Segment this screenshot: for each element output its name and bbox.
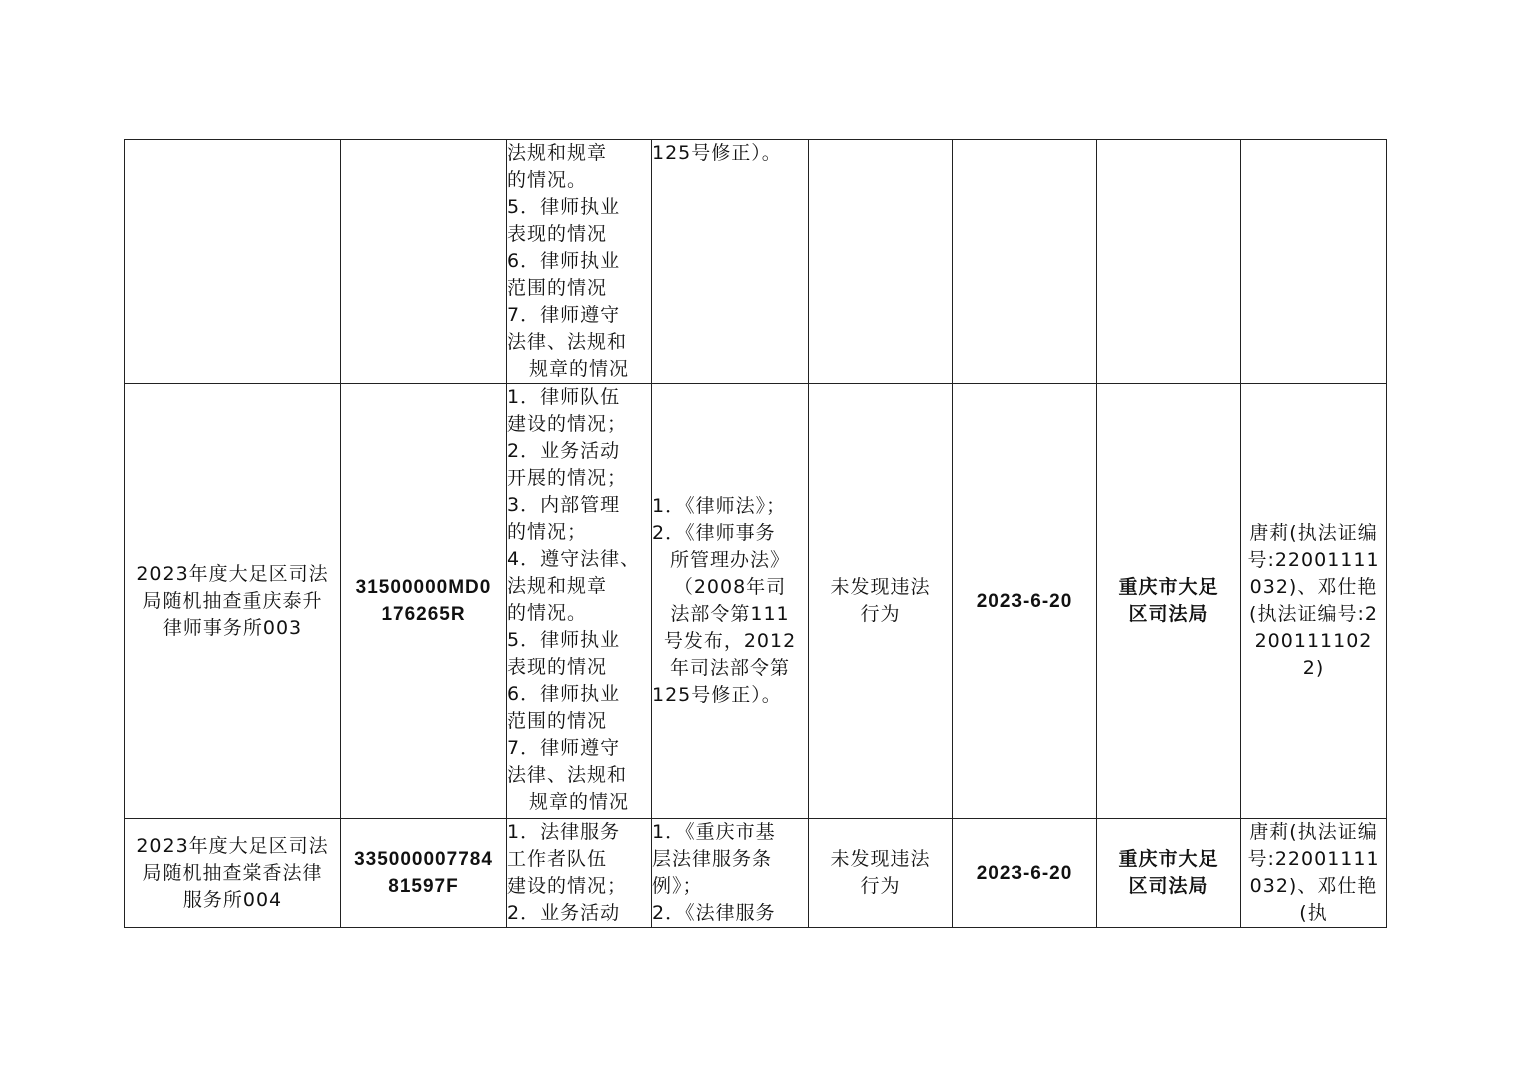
table-row xyxy=(125,819,1387,928)
credit-code-cell: 31500000MD0176265R xyxy=(341,384,507,819)
item-line: 规章的情况 xyxy=(528,791,629,813)
item-line: 建设的情况； xyxy=(507,413,628,435)
date-cell: 2023-6-20 xyxy=(953,384,1097,819)
basis-line: 年司法部令第 xyxy=(669,657,790,679)
inspection-items-cell xyxy=(507,140,652,384)
item-line: 的情况； xyxy=(507,521,588,543)
item-line: 范围的情况 xyxy=(507,710,608,732)
item-line: 7．律师遵守 xyxy=(507,304,621,326)
item-line: 法律、法规和 xyxy=(507,764,628,786)
basis-line: （2008年司 xyxy=(673,576,787,598)
item-line: 3．内部管理 xyxy=(507,494,621,516)
item-line: 5．律师执业 xyxy=(507,629,621,651)
basis-line: 号发布，2012 xyxy=(663,630,797,652)
item-line: 7．律师遵守 xyxy=(507,737,621,759)
task-name-cell xyxy=(125,140,341,384)
task-name-cell: 2023年度大足区司法局随机抽查棠香法律服务所004 xyxy=(125,819,341,928)
task-name-cell: 2023年度大足区司法局随机抽查重庆泰升律师事务所003 xyxy=(125,384,341,819)
item-line: 规章的情况 xyxy=(528,358,629,380)
table-row xyxy=(125,384,1387,819)
officers-cell xyxy=(1241,140,1387,384)
basis-line: 2．《法律服务 xyxy=(652,902,776,924)
legal-basis-cell xyxy=(652,819,809,928)
basis-line: 层法律服务条 xyxy=(652,848,773,870)
item-line: 表现的情况 xyxy=(507,223,608,245)
basis-line: 2．《律师事务 xyxy=(652,522,776,544)
result-cell: 未发现违法行为 xyxy=(809,819,953,928)
officers-cell: 唐莉(执法证编号:22001111032)、邓仕艳(执 xyxy=(1241,819,1387,928)
agency-cell xyxy=(1097,140,1241,384)
credit-code-cell xyxy=(341,140,507,384)
item-line: 法规和规章 xyxy=(507,142,608,164)
legal-basis-cell xyxy=(652,384,809,819)
item-line: 1．律师队伍 xyxy=(507,386,621,408)
agency-cell: 重庆市大足区司法局 xyxy=(1097,819,1241,928)
result-cell xyxy=(809,140,953,384)
item-line: 开展的情况； xyxy=(507,467,628,489)
inspection-table xyxy=(124,139,1387,928)
item-line: 2．业务活动 xyxy=(507,440,621,462)
item-line: 建设的情况； xyxy=(507,875,628,897)
item-line: 2．业务活动 xyxy=(507,902,621,924)
item-line: 范围的情况 xyxy=(507,277,608,299)
basis-line: 1．《重庆市基 xyxy=(652,821,776,843)
item-line: 表现的情况 xyxy=(507,656,608,678)
table-row xyxy=(125,140,1387,384)
basis-line: 例》； xyxy=(652,875,703,897)
credit-code-cell: 33500000778481597F xyxy=(341,819,507,928)
item-line: 6．律师执业 xyxy=(507,683,621,705)
basis-line: 所管理办法》 xyxy=(669,549,790,571)
item-line: 法律、法规和 xyxy=(507,331,628,353)
basis-line: 1．《律师法》； xyxy=(652,495,787,517)
legal-basis-cell xyxy=(652,140,809,384)
basis-line: 125号修正）。 xyxy=(652,142,782,164)
officers-cell: 唐莉(执法证编号:22001111032)、邓仕艳(执法证编号:22001111022) xyxy=(1241,384,1387,819)
item-line: 法规和规章 xyxy=(507,575,608,597)
agency-cell: 重庆市大足区司法局 xyxy=(1097,384,1241,819)
date-cell: 2023-6-20 xyxy=(953,819,1097,928)
inspection-items-cell xyxy=(507,384,652,819)
date-cell xyxy=(953,140,1097,384)
inspection-items-cell xyxy=(507,819,652,928)
item-line: 4．遵守法律、 xyxy=(507,548,641,570)
item-line: 的情况。 xyxy=(507,602,588,624)
item-line: 的情况。 xyxy=(507,169,588,191)
item-line: 5．律师执业 xyxy=(507,196,621,218)
basis-line: 125号修正）。 xyxy=(652,684,782,706)
item-line: 6．律师执业 xyxy=(507,250,621,272)
item-line: 工作者队伍 xyxy=(507,848,608,870)
item-line: 1．法律服务 xyxy=(507,821,621,843)
result-cell: 未发现违法行为 xyxy=(809,384,953,819)
basis-line: 法部令第111 xyxy=(670,603,790,625)
